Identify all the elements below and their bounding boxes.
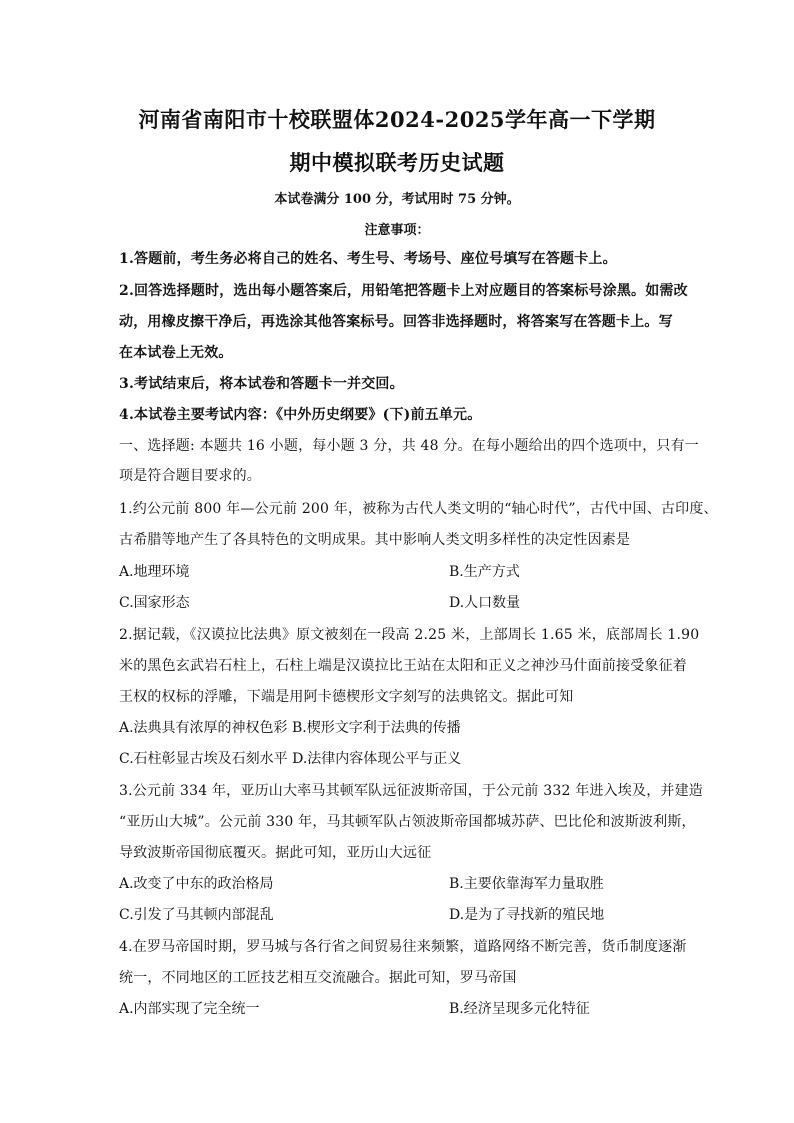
section-instruction-line1: 一、选择题: 本题共 16 小题，每小题 3 分，共 48 分。在每小题给出的四个选项中，只有一 bbox=[119, 438, 700, 454]
question-2-options-cd: C.石柱彰显古埃及石刻水平 D.法律内容体现公平与正义 bbox=[119, 751, 462, 767]
question-3-option-d: D.是为了寻找新的殖民地 bbox=[449, 907, 605, 923]
question-4-option-b: B.经济呈现多元化特征 bbox=[449, 1001, 590, 1017]
note-2-line2: 动，用橡皮擦干净后，再选涂其他答案标号。回答非选择题时，将答案写在答题卡上。写 bbox=[119, 314, 673, 330]
note-1: 1.答题前，考生务必将自己的姓名、考生号、考场号、座位号填写在答题卡上。 bbox=[119, 251, 617, 267]
question-1-option-a: A.地理环境 bbox=[119, 564, 190, 580]
exam-title-line1: 河南省南阳市十校联盟体2024-2025学年高一下学期 bbox=[138, 107, 656, 132]
question-3-line2: “亚历山大城”。公元前 330 年，马其顿军队占领波斯帝国都城苏萨、巴比伦和波斯波利斯， bbox=[119, 814, 696, 830]
question-2-options-ab: A.法典具有浓厚的神权色彩 B.楔形文字利于法典的传播 bbox=[119, 720, 461, 736]
question-2-line2: 米的黑色玄武岩石柱上，石柱上端是汉谟拉比王站在太阳和正义之神沙马什面前接受象征着 bbox=[119, 658, 687, 674]
note-4: 4.本试卷主要考试内容：《中外历史纲要》(下)前五单元。 bbox=[119, 407, 482, 423]
question-1-line2: 古希腊等地产生了各具特色的文明成果。其中影响人类文明多样性的决定性因素是 bbox=[119, 532, 631, 548]
question-1-option-d: D.人口数量 bbox=[449, 595, 521, 611]
question-3-line1: 3.公元前 334 年，亚历山大率马其顿军队远征波斯帝国，于公元前 332 年进入埃及，并建造 bbox=[119, 783, 703, 799]
question-3-line3: 导致波斯帝国彻底覆灭。据此可知，亚历山大远征 bbox=[119, 845, 432, 861]
question-1-option-c: C.国家形态 bbox=[119, 595, 190, 611]
question-2-line1: 2.据记载，《汉谟拉比法典》原文被刻在一段高 2.25 米，上部周长 1.65 米，底部周长 1.90 bbox=[119, 627, 700, 643]
notice-heading: 注意事项： bbox=[364, 223, 430, 238]
section-instruction-line2: 项是符合题目要求的。 bbox=[119, 468, 261, 484]
question-4-line1: 4.在罗马帝国时期，罗马城与各行省之间贸易往来频繁，道路网络不断完善，货币制度逐渐 bbox=[119, 939, 687, 955]
question-3-option-b: B.主要依靠海军力量取胜 bbox=[449, 876, 604, 892]
question-2-line3: 王权的权标的浮雕，下端是用阿卡德楔形文字刻写的法典铭文。据此可知 bbox=[119, 689, 574, 705]
question-4-line2: 统一，不同地区的工匠技艺相互交流融合。据此可知，罗马帝国 bbox=[119, 970, 517, 986]
note-2-line3: 在本试卷上无效。 bbox=[119, 345, 233, 361]
question-1-option-b: B.生产方式 bbox=[449, 564, 520, 580]
exam-title-line2: 期中模拟联考历史试题 bbox=[289, 150, 505, 175]
question-4-option-a: A.内部实现了完全统一 bbox=[119, 1001, 260, 1017]
question-1-line1: 1.约公元前 800 年—公元前 200 年，被称为古代人类文明的“轴心时代”，古代中国、古印度、 bbox=[119, 501, 718, 517]
note-2-line1: 2.回答选择题时，选出每小题答案后，用铅笔把答题卡上对应题目的答案标号涂黑。如需改 bbox=[119, 283, 688, 299]
note-3: 3.考试结束后，将本试卷和答题卡一并交回。 bbox=[119, 376, 404, 392]
question-3-option-c: C.引发了马其顿内部混乱 bbox=[119, 907, 274, 923]
exam-subtitle: 本试卷满分 100 分，考试用时 75 分钟。 bbox=[274, 192, 520, 207]
question-3-option-a: A.改变了中东的政治格局 bbox=[119, 876, 274, 892]
